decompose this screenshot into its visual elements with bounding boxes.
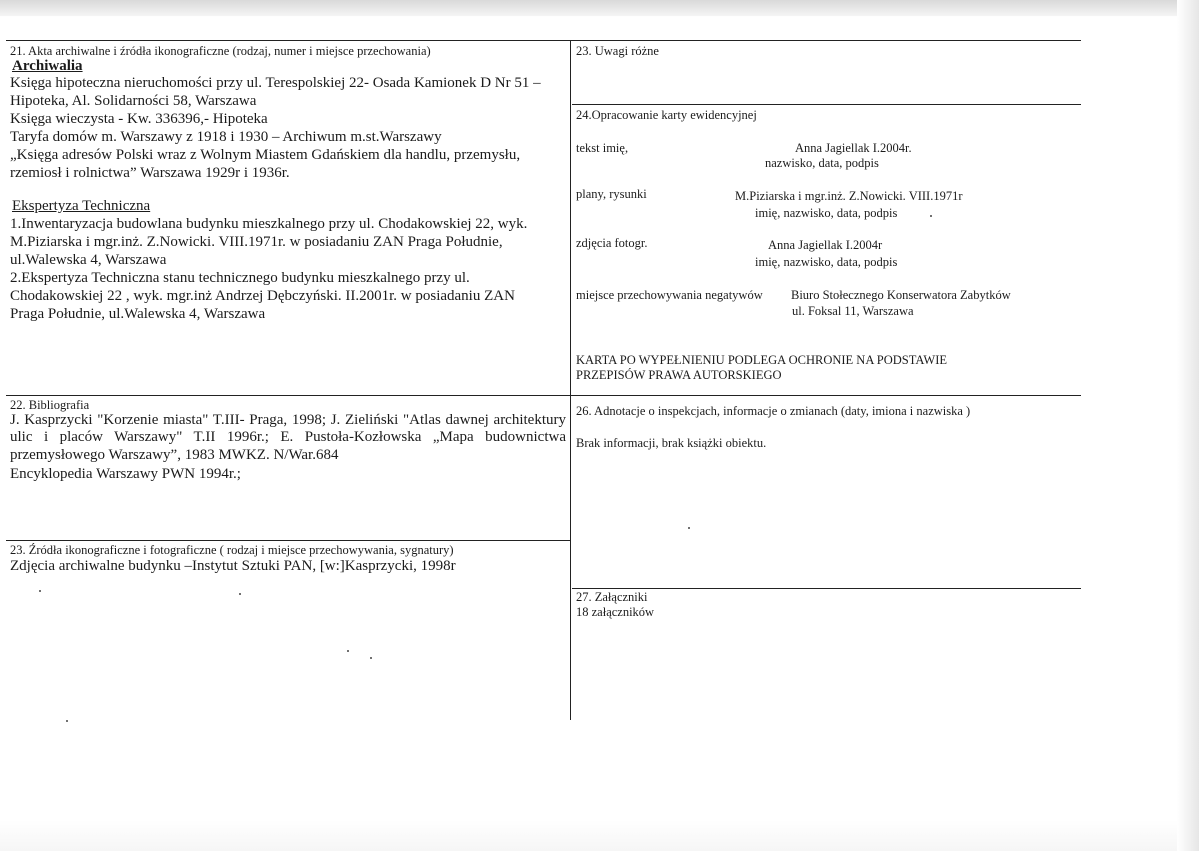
tekst-sublabel: nazwisko, data, podpis <box>765 156 879 170</box>
zdjecia-sublabel: imię, nazwisko, data, podpis <box>755 255 898 269</box>
zdjecia-label: zdjęcia fotogr. <box>576 236 648 250</box>
ekspertyza-line: ul.Walewska 4, Warszawa <box>10 252 167 268</box>
iconographic-sources-text: Zdjęcia archiwalne budynku –Instytut Sztuki PAN, [w:]Kasprzycki, 1998r <box>10 558 456 574</box>
ekspertyza-line: Praga Południe, ul.Walewska 4, Warszawa <box>10 306 266 322</box>
scan-speck <box>370 657 372 659</box>
scan-right-edge <box>1177 0 1199 851</box>
bibliography-extra: Encyklopedia Warszawy PWN 1994r.; <box>10 466 241 482</box>
plany-label: plany, rysunki <box>576 187 647 201</box>
scan-speck <box>66 720 68 722</box>
plany-value: M.Piziarska i mgr.inż. Z.Nowicki. VIII.1971r <box>735 189 963 203</box>
inspections-text: Brak informacji, brak książki obiektu. <box>576 436 767 450</box>
divider-26-27 <box>572 588 1081 589</box>
ekspertyza-line: Chodakowskiej 22 , wyk. mgr.inż Andrzej Dębczyński. II.2001r. w posiadaniu ZAN <box>10 288 515 304</box>
section-23-sources-header: 23. Źródła ikonograficzne i fotograficzne ( rodzaj i miejsce przechowywania, sygnatury) <box>10 543 454 557</box>
column-divider <box>570 40 571 720</box>
scan-speck <box>930 215 932 217</box>
section-27-header: 27. Załączniki <box>576 590 648 604</box>
ekspertyza-line: 2.Ekspertyza Techniczna stanu technicznego budynku mieszkalnego przy ul. <box>10 270 470 286</box>
scan-top-shadow <box>0 0 1199 16</box>
plany-sublabel: imię, nazwisko, data, podpis <box>755 206 898 220</box>
scan-speck <box>239 593 241 595</box>
attachments-text: 18 załączników <box>576 605 655 619</box>
divider-21-22 <box>6 395 1081 396</box>
scan-speck <box>688 527 690 529</box>
ekspertyza-title: Ekspertyza Techniczna <box>12 198 151 214</box>
negatywy-sublabel: ul. Foksal 11, Warszawa <box>792 304 914 318</box>
ekspertyza-line: 1.Inwentaryzacja budowlana budynku mieszkalnego przy ul. Chodakowskiej 22, wyk. <box>10 216 528 232</box>
divider-22-23 <box>6 540 570 541</box>
bibliography-text: J. Kasprzycki "Korzenie miasta" T.III- Praga, 1998; J. Zieliński "Atlas dawnej architektury ulic i placów Warszawy" T.II 1996r.; E. Pustoła-Kozłowska „Mapa budownictwa przemysłowego Warszawy”, 1983 MWKZ. N/War.684 <box>10 412 566 463</box>
negatywy-label: miejsce przechowywania negatywów <box>576 288 763 302</box>
scan-speck <box>39 590 41 592</box>
tekst-label: tekst imię, <box>576 141 629 155</box>
section-21-header: 21. Akta archiwalne i źródła ikonograficzne (rodzaj, numer i miejsce przechowania) <box>10 44 431 58</box>
archiwalia-line: „Księga adresów Polski wraz z Wolnym Miastem Gdańskiem dla handlu, przemysłu, <box>10 147 521 163</box>
tekst-value: Anna Jagiellak I.2004r. <box>795 141 912 155</box>
archiwalia-line: Hipoteka, Al. Solidarności 58, Warszawa <box>10 93 257 109</box>
archiwalia-line: rzemiosł i rolnictwa” Warszawa 1929r i 1936r. <box>10 165 290 181</box>
archiwalia-line: Księga wieczysta - Kw. 336396,- Hipoteka <box>10 111 268 127</box>
archiwalia-line: Taryfa domów m. Warszawy z 1918 i 1930 – Archiwum m.st.Warszawy <box>10 129 442 145</box>
section-26-header: 26. Adnotacje o inspekcjach, informacje o zmianach (daty, imiona i nazwiska ) <box>576 404 971 418</box>
archiwalia-line: Księga hipoteczna nieruchomości przy ul. Terespolskiej 22- Osada Kamionek D Nr 51 – <box>10 75 541 91</box>
scan-speck <box>347 650 349 652</box>
top-border-line <box>6 40 1081 41</box>
section-23-remarks-header: 23. Uwagi różne <box>576 44 659 58</box>
negatywy-value: Biuro Stołecznego Konserwatora Zabytków <box>791 288 1011 302</box>
section-24-header: 24.Opracowanie karty ewidencyjnej <box>576 108 757 122</box>
copyright-notice-line: KARTA PO WYPEŁNIENIU PODLEGA OCHRONIE NA PODSTAWIE <box>576 353 948 367</box>
archiwalia-title: Archiwalia <box>12 58 83 74</box>
divider-23-24 <box>572 104 1081 105</box>
ekspertyza-line: M.Piziarska i mgr.inż. Z.Nowicki. VIII.1971r. w posiadaniu ZAN Praga Południe, <box>10 234 503 250</box>
section-22-header: 22. Bibliografia <box>10 398 90 412</box>
copyright-notice-line: PRZEPISÓW PRAWA AUTORSKIEGO <box>576 368 782 382</box>
zdjecia-value: Anna Jagiellak I.2004r <box>768 238 883 252</box>
